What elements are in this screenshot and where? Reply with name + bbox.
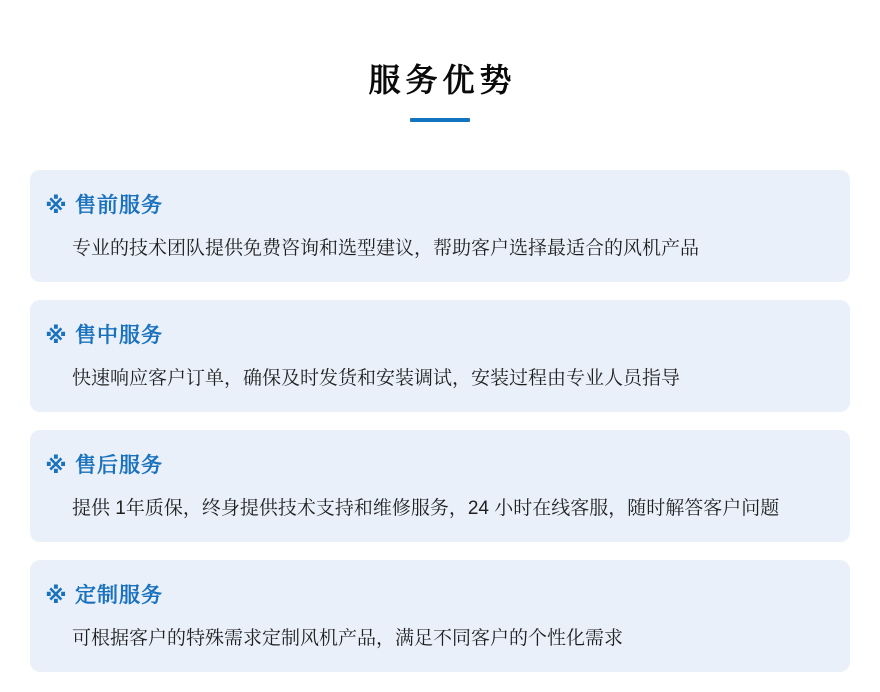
service-card-description: 提供 1年质保，终身提供技术支持和维修服务，24 小时在线客服，随时解答客户问题 <box>72 498 780 519</box>
title-divider <box>410 118 470 122</box>
service-card-presale <box>30 170 850 282</box>
card-title-row <box>45 322 830 350</box>
card-title-row <box>45 192 830 220</box>
service-card-midsale <box>30 300 850 412</box>
reference-mark-icon: ※ <box>45 193 67 218</box>
service-card-description: 可根据客户的特殊需求定制风机产品，满足不同客户的个性化需求 <box>72 628 624 649</box>
service-card-title: 售后服务 <box>75 454 163 477</box>
service-card-custom <box>30 560 850 672</box>
page-title: 服务优势 <box>368 62 517 98</box>
section-header <box>0 0 880 122</box>
service-card-title: 售中服务 <box>75 324 163 347</box>
service-card-aftersale <box>30 430 850 542</box>
reference-mark-icon: ※ <box>45 583 67 608</box>
service-card-description: 专业的技术团队提供免费咨询和选型建议，帮助客户选择最适合的风机产品 <box>72 238 700 259</box>
card-title-row <box>45 452 830 480</box>
service-card-title: 售前服务 <box>75 194 163 217</box>
reference-mark-icon: ※ <box>45 323 67 348</box>
service-card-description: 快速响应客户订单，确保及时发货和安装调试，安装过程由专业人员指导 <box>72 368 681 389</box>
reference-mark-icon: ※ <box>45 453 67 478</box>
service-card-title: 定制服务 <box>75 584 163 607</box>
service-cards-list <box>30 170 850 672</box>
card-title-row <box>45 582 830 610</box>
